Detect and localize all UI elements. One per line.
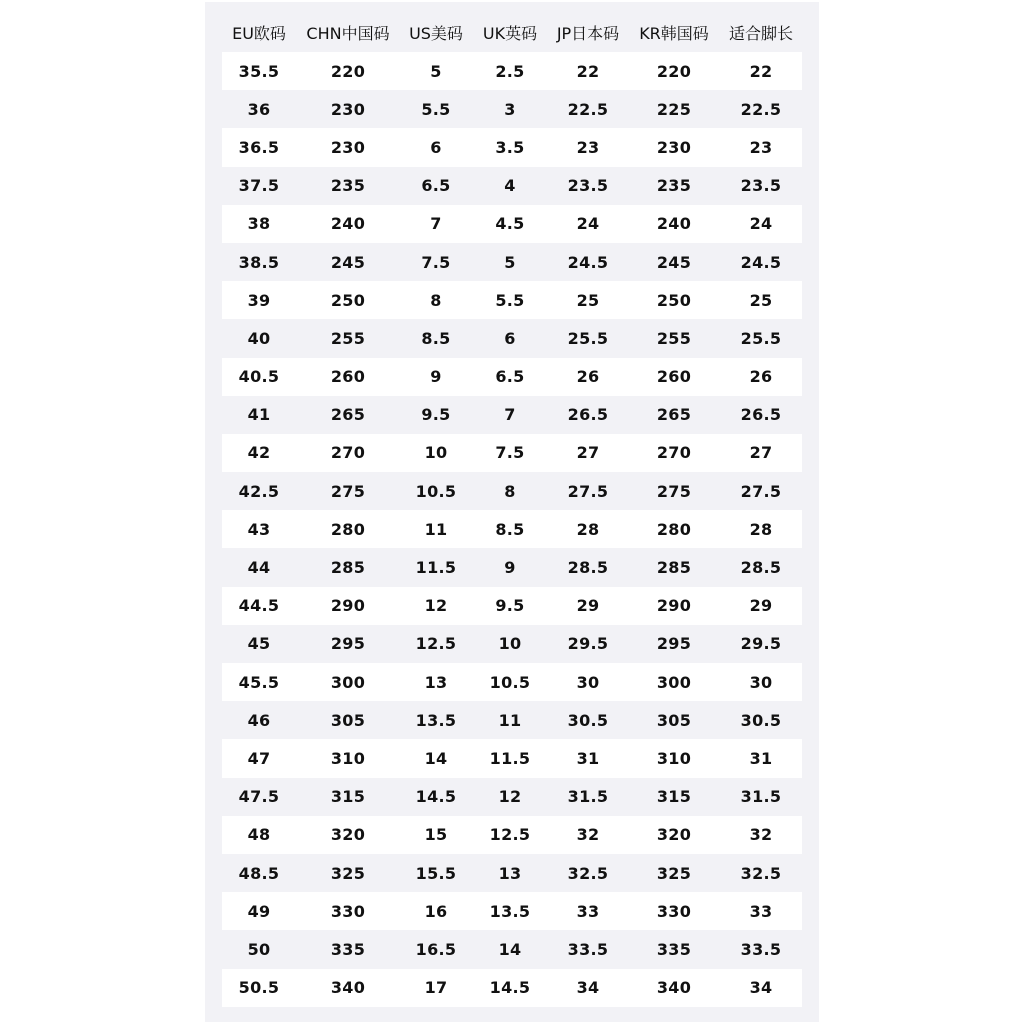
table-cell: 5.5 (495, 290, 525, 310)
table-cell: 34 (576, 978, 600, 998)
table-cell: 295 (330, 634, 366, 654)
table-cell: 270 (656, 443, 692, 463)
table-cell: 230 (330, 99, 366, 119)
table-cell: 265 (656, 405, 692, 425)
table-cell: 30.5 (740, 710, 782, 730)
table-cell: 290 (330, 596, 366, 616)
table-cell: 10 (498, 634, 522, 654)
table-cell: 280 (330, 519, 366, 539)
table-cell: 40 (247, 328, 271, 348)
table-cell: 330 (330, 901, 366, 921)
table-cell: 3.5 (495, 137, 525, 157)
table-row (222, 358, 802, 396)
table-cell: 42.5 (238, 481, 280, 501)
table-cell: 240 (656, 214, 692, 234)
table-row (222, 587, 802, 625)
table-cell: 28 (749, 519, 773, 539)
table-cell: 11 (498, 710, 522, 730)
table-cell: 27.5 (740, 481, 782, 501)
table-cell: 39 (247, 290, 271, 310)
table-cell: 220 (330, 61, 366, 81)
table-cell: 10.5 (415, 481, 457, 501)
table-cell: 335 (330, 939, 366, 959)
table-row (222, 319, 802, 357)
table-cell: 12 (498, 787, 522, 807)
table-cell: 7.5 (495, 443, 525, 463)
table-cell: 30 (576, 672, 600, 692)
table-cell: 26.5 (740, 405, 782, 425)
table-cell: 22.5 (740, 99, 782, 119)
table-cell: 260 (330, 367, 366, 387)
table-row (222, 90, 802, 128)
table-cell: 25.5 (567, 328, 609, 348)
table-cell: 32 (576, 825, 600, 845)
table-cell: 305 (656, 710, 692, 730)
table-cell: 13.5 (415, 710, 457, 730)
table-row (222, 701, 802, 739)
column-header: US美码 (409, 23, 463, 43)
table-cell: 28 (576, 519, 600, 539)
table-cell: 3 (504, 99, 516, 119)
table-cell: 32 (749, 825, 773, 845)
table-cell: 6.5 (421, 176, 451, 196)
table-cell: 29.5 (567, 634, 609, 654)
table-cell: 325 (656, 863, 692, 883)
table-row (222, 816, 802, 854)
table-cell: 33 (749, 901, 773, 921)
table-cell: 48 (247, 825, 271, 845)
table-cell: 17 (424, 978, 448, 998)
table-cell: 32.5 (740, 863, 782, 883)
table-cell: 50.5 (238, 978, 280, 998)
table-cell: 8.5 (421, 328, 451, 348)
table-cell: 33 (576, 901, 600, 921)
table-cell: 44 (247, 558, 271, 578)
table-cell: 29 (749, 596, 773, 616)
table-cell: 7 (504, 405, 516, 425)
table-cell: 23 (576, 137, 600, 157)
table-cell: 25 (576, 290, 600, 310)
table-cell: 4.5 (495, 214, 525, 234)
table-cell: 24 (749, 214, 773, 234)
table-cell: 310 (656, 748, 692, 768)
table-cell: 275 (656, 481, 692, 501)
table-row (222, 167, 802, 205)
table-cell: 24 (576, 214, 600, 234)
size-chart-panel (205, 2, 819, 1022)
table-cell: 27.5 (567, 481, 609, 501)
table-cell: 29.5 (740, 634, 782, 654)
table-cell: 230 (330, 137, 366, 157)
table-cell: 335 (656, 939, 692, 959)
table-row (222, 434, 802, 472)
table-cell: 23.5 (567, 176, 609, 196)
table-cell: 31.5 (740, 787, 782, 807)
table-row (222, 243, 802, 281)
table-cell: 47 (247, 748, 271, 768)
table-cell: 37.5 (238, 176, 280, 196)
table-cell: 8 (504, 481, 516, 501)
table-cell: 25 (749, 290, 773, 310)
table-cell: 40.5 (238, 367, 280, 387)
table-cell: 325 (330, 863, 366, 883)
table-cell: 45 (247, 634, 271, 654)
table-cell: 245 (656, 252, 692, 272)
table-cell: 25.5 (740, 328, 782, 348)
table-cell: 6 (504, 328, 516, 348)
table-cell: 250 (330, 290, 366, 310)
table-cell: 13 (498, 863, 522, 883)
table-cell: 275 (330, 481, 366, 501)
table-cell: 22.5 (567, 99, 609, 119)
table-row (222, 625, 802, 663)
table-cell: 315 (330, 787, 366, 807)
table-cell: 46 (247, 710, 271, 730)
table-cell: 13 (424, 672, 448, 692)
table-cell: 310 (330, 748, 366, 768)
table-cell: 255 (656, 328, 692, 348)
table-cell: 48.5 (238, 863, 280, 883)
table-row (222, 396, 802, 434)
table-cell: 24.5 (740, 252, 782, 272)
table-cell: 26 (749, 367, 773, 387)
table-cell: 300 (330, 672, 366, 692)
table-cell: 7 (430, 214, 442, 234)
table-row (222, 739, 802, 777)
table-row (222, 854, 802, 892)
table-cell: 270 (330, 443, 366, 463)
table-cell: 38.5 (238, 252, 280, 272)
table-cell: 10 (424, 443, 448, 463)
table-cell: 33.5 (740, 939, 782, 959)
table-row (222, 281, 802, 319)
table-cell: 330 (656, 901, 692, 921)
table-row (222, 205, 802, 243)
table-cell: 12.5 (489, 825, 531, 845)
column-header: CHN中国码 (306, 23, 390, 43)
table-cell: 28.5 (567, 558, 609, 578)
table-cell: 11.5 (489, 748, 531, 768)
table-cell: 12.5 (415, 634, 457, 654)
table-cell: 240 (330, 214, 366, 234)
table-cell: 6.5 (495, 367, 525, 387)
table-cell: 11 (424, 519, 448, 539)
table-cell: 5 (504, 252, 516, 272)
table-cell: 5.5 (421, 99, 451, 119)
table-cell: 36 (247, 99, 271, 119)
table-cell: 340 (656, 978, 692, 998)
table-cell: 235 (656, 176, 692, 196)
table-cell: 27 (576, 443, 600, 463)
table-cell: 31 (576, 748, 600, 768)
table-cell: 305 (330, 710, 366, 730)
table-cell: 9 (430, 367, 442, 387)
table-cell: 49 (247, 901, 271, 921)
table-cell: 15 (424, 825, 448, 845)
table-cell: 315 (656, 787, 692, 807)
table-cell: 12 (424, 596, 448, 616)
table-cell: 50 (247, 939, 271, 959)
table-cell: 290 (656, 596, 692, 616)
table-cell: 280 (656, 519, 692, 539)
table-cell: 47.5 (238, 787, 280, 807)
table-cell: 295 (656, 634, 692, 654)
table-body (222, 52, 802, 1007)
table-row (222, 128, 802, 166)
table-cell: 11.5 (415, 558, 457, 578)
table-cell: 16.5 (415, 939, 457, 959)
table-cell: 320 (656, 825, 692, 845)
table-cell: 27 (749, 443, 773, 463)
table-cell: 250 (656, 290, 692, 310)
column-header: UK英码 (482, 23, 538, 43)
table-cell: 9 (504, 558, 516, 578)
table-cell: 230 (656, 137, 692, 157)
table-cell: 265 (330, 405, 366, 425)
table-cell: 14.5 (415, 787, 457, 807)
table-row (222, 548, 802, 586)
table-cell: 235 (330, 176, 366, 196)
table-cell: 220 (656, 61, 692, 81)
table-cell: 14.5 (489, 978, 531, 998)
table-cell: 13.5 (489, 901, 531, 921)
column-header: EU欧码 (232, 23, 286, 43)
table-cell: 255 (330, 328, 366, 348)
table-cell: 285 (656, 558, 692, 578)
table-cell: 28.5 (740, 558, 782, 578)
table-cell: 31 (749, 748, 773, 768)
table-cell: 260 (656, 367, 692, 387)
table-cell: 31.5 (567, 787, 609, 807)
column-header: KR韩国码 (639, 23, 709, 43)
table-cell: 41 (247, 405, 271, 425)
table-cell: 14 (498, 939, 522, 959)
table-cell: 36.5 (238, 137, 280, 157)
table-cell: 44.5 (238, 596, 280, 616)
table-cell: 15.5 (415, 863, 457, 883)
table-header (222, 12, 802, 52)
table-cell: 35.5 (238, 61, 280, 81)
table-row (222, 472, 802, 510)
table-cell: 5 (430, 61, 442, 81)
table-cell: 24.5 (567, 252, 609, 272)
table-cell: 33.5 (567, 939, 609, 959)
table-cell: 340 (330, 978, 366, 998)
table-cell: 23 (749, 137, 773, 157)
table-cell: 45.5 (238, 672, 280, 692)
table-cell: 9.5 (495, 596, 525, 616)
table-cell: 14 (424, 748, 448, 768)
table-cell: 29 (576, 596, 600, 616)
size-table (222, 12, 802, 1007)
table-cell: 300 (656, 672, 692, 692)
column-header: JP日本码 (556, 23, 620, 43)
table-cell: 22 (576, 61, 600, 81)
table-row (222, 510, 802, 548)
table-cell: 2.5 (495, 61, 525, 81)
table-cell: 10.5 (489, 672, 531, 692)
table-row (222, 663, 802, 701)
table-cell: 320 (330, 825, 366, 845)
table-cell: 43 (247, 519, 271, 539)
table-cell: 16 (424, 901, 448, 921)
table-cell: 7.5 (421, 252, 451, 272)
table-cell: 26 (576, 367, 600, 387)
table-row (222, 892, 802, 930)
table-row (222, 52, 802, 90)
table-cell: 245 (330, 252, 366, 272)
table-row (222, 969, 802, 1007)
table-row (222, 778, 802, 816)
table-cell: 8 (430, 290, 442, 310)
table-cell: 285 (330, 558, 366, 578)
table-cell: 30.5 (567, 710, 609, 730)
column-header: 适合脚长 (728, 23, 793, 43)
table-cell: 225 (656, 99, 692, 119)
table-cell: 30 (749, 672, 773, 692)
table-cell: 42 (247, 443, 271, 463)
table-row (222, 930, 802, 968)
table-cell: 22 (749, 61, 773, 81)
table-cell: 4 (504, 176, 516, 196)
table-cell: 26.5 (567, 405, 609, 425)
table-cell: 34 (749, 978, 773, 998)
table-cell: 32.5 (567, 863, 609, 883)
table-cell: 6 (430, 137, 442, 157)
table-cell: 8.5 (495, 519, 525, 539)
table-cell: 38 (247, 214, 271, 234)
table-cell: 23.5 (740, 176, 782, 196)
table-cell: 9.5 (421, 405, 451, 425)
